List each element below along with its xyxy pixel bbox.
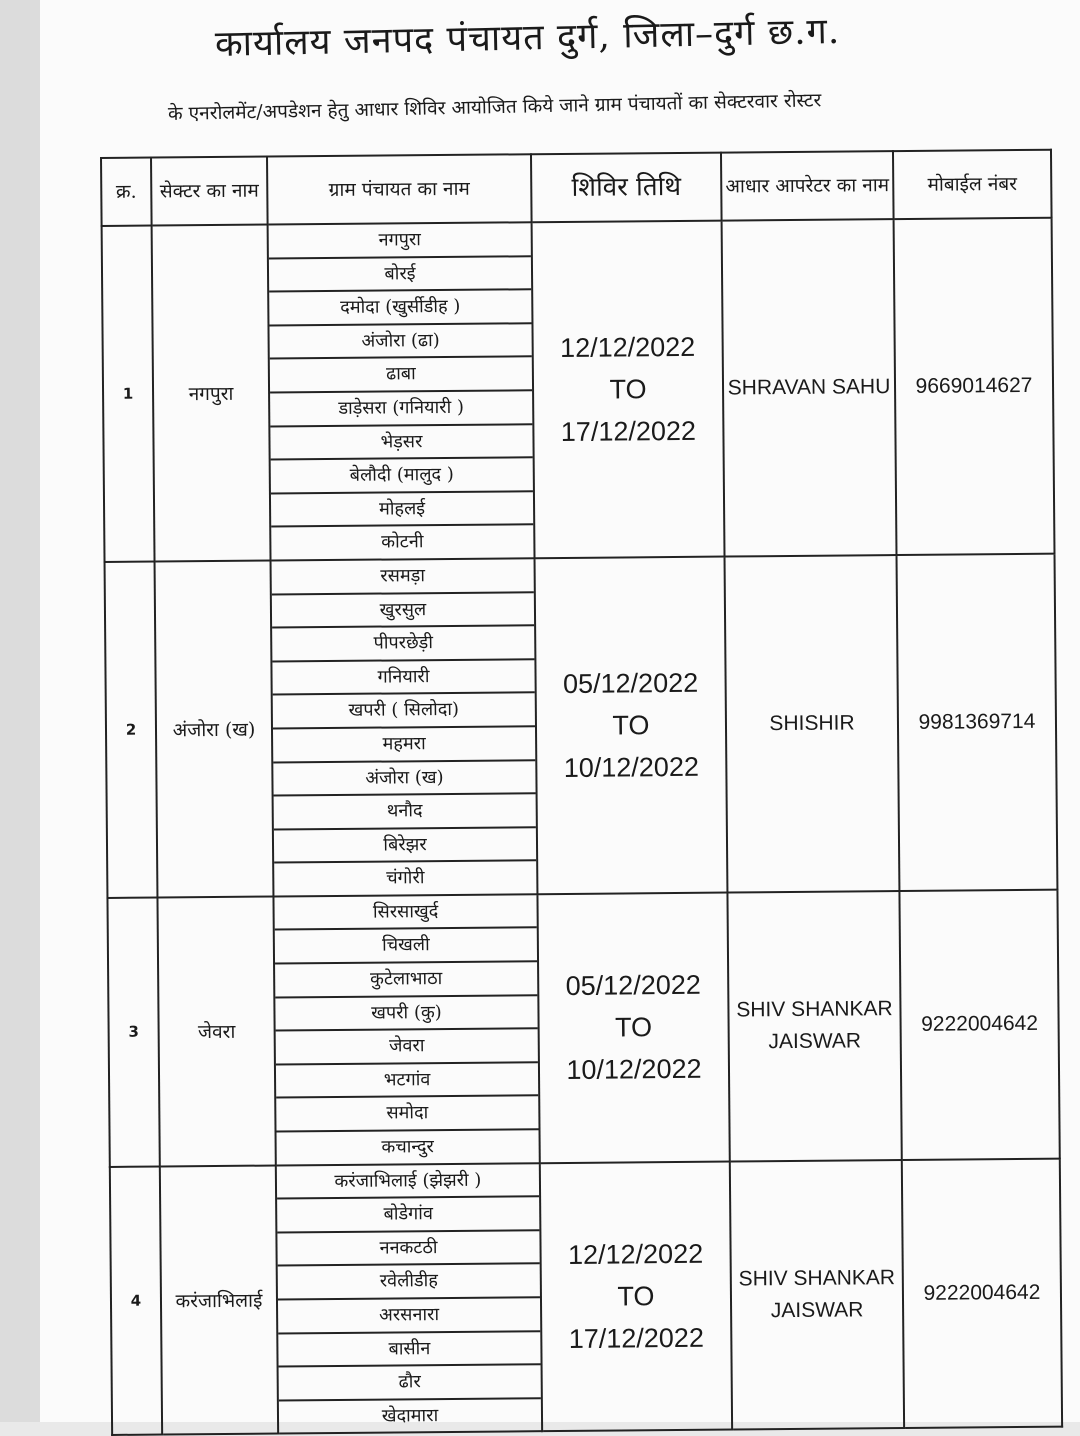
row-villages [268, 222, 535, 560]
camp-date-from: 12/12/2022 [559, 331, 696, 363]
village-item: बोरई [269, 257, 531, 293]
camp-date-to-label: TO [612, 710, 650, 741]
village-item: ढाबा [270, 358, 532, 394]
village-item: ननकटठी [277, 1231, 539, 1267]
village-item: बासीन [278, 1332, 540, 1368]
row-sn: 4 [110, 1166, 162, 1435]
row-villages [273, 894, 539, 1165]
village-item: सिरसाखुर्द [274, 895, 536, 931]
row-mobile: 9981369714 [897, 554, 1058, 891]
village-item: अंजोरा (ढा) [269, 324, 531, 360]
roster-table [100, 149, 1063, 1436]
village-item: अरसनारा [278, 1298, 540, 1334]
village-item: पीपरछेड़ी [272, 626, 534, 662]
camp-date-from: 12/12/2022 [567, 1238, 704, 1270]
table-header-row [101, 150, 1052, 226]
camp-date-to-label: TO [609, 374, 647, 405]
village-item: कुटेलाभाठा [275, 962, 537, 998]
header-mobile: मोबाईल नंबर [893, 150, 1052, 219]
scan-left-margin [0, 0, 40, 1422]
document-page [40, 0, 1080, 1427]
row-villages [276, 1163, 542, 1434]
row-sector: नगपुरा [152, 225, 271, 562]
row-camp-date [535, 557, 728, 895]
village-item: भटगांव [276, 1063, 538, 1099]
village-item: चिखली [275, 929, 537, 965]
village-list [277, 1164, 541, 1433]
table-row [107, 890, 1059, 1167]
camp-date-to: 10/12/2022 [563, 751, 700, 783]
header-villages: ग्राम पंचायत का नाम [267, 154, 532, 224]
page-subtitle: के एनरोलमेंट/अपडेशन हेतु आधार शिविर आयोजित किये जाने ग्राम पंचायतों का सेक्टरवार रोस्टर [167, 89, 822, 125]
village-item: खुरसुल [272, 593, 534, 629]
table-row [110, 1158, 1062, 1435]
camp-date-to-label: TO [617, 1281, 655, 1312]
row-operator: SHRAVAN SAHU [722, 219, 897, 556]
row-mobile: 9222004642 [902, 1158, 1062, 1428]
row-mobile: 9669014627 [894, 218, 1055, 555]
row-sn: 3 [107, 897, 159, 1166]
village-item: महमरा [273, 727, 535, 763]
village-list [272, 559, 537, 895]
village-list [274, 895, 538, 1164]
village-item: मोहलई [271, 492, 533, 528]
village-item: खपरी ( सिलोदा) [273, 694, 535, 730]
village-item: बेलौदी (मालुद ) [271, 458, 533, 494]
village-item: कोटनी [381, 531, 424, 553]
row-camp-date [540, 1161, 732, 1431]
row-villages [271, 558, 538, 896]
row-sn: 1 [102, 226, 155, 562]
village-item: कचान्दुर [381, 1136, 434, 1158]
village-item: चंगोरी [386, 867, 425, 889]
row-sn: 2 [105, 561, 158, 897]
village-item: खेदामारा [381, 1404, 439, 1427]
village-item: ढौर [279, 1365, 541, 1401]
row-sector: करंजाभिलाई [160, 1165, 278, 1435]
camp-date-from: 05/12/2022 [565, 970, 701, 1002]
row-operator: SHISHIR [725, 555, 900, 892]
village-item: खपरी (कु) [275, 996, 537, 1032]
village-item: बोडेगांव [277, 1197, 539, 1233]
village-item: बिरेझर [274, 828, 536, 864]
header-operator: आधार आपरेटर का नाम [721, 151, 894, 220]
camp-date-to: 17/12/2022 [560, 415, 697, 447]
table-row [105, 554, 1058, 898]
village-item: नगपुरा [269, 223, 531, 259]
header-date: शिविर तिथि [531, 153, 722, 223]
village-item: गनियारी [272, 660, 534, 696]
village-item: दमोदा (खुर्सीडीह ) [269, 290, 531, 326]
row-mobile: 9222004642 [899, 890, 1059, 1160]
village-item: थनौद [274, 794, 536, 830]
row-sector: जेवरा [157, 896, 275, 1166]
village-item: डाड़ेसरा (गनियारी ) [270, 391, 532, 427]
village-item: समोदा [276, 1097, 538, 1133]
camp-date-to: 17/12/2022 [568, 1322, 705, 1354]
village-item: रवेलीडीह [278, 1265, 540, 1301]
village-item: रसमड़ा [272, 559, 534, 595]
village-list [269, 223, 534, 559]
camp-date-to: 10/12/2022 [566, 1054, 702, 1086]
village-item: भेड़सर [270, 425, 532, 461]
page-title: कार्यालय जनपद पंचायत दुर्ग, जिला–दुर्ग छ.ग. [214, 10, 841, 65]
row-sector: अंजोरा (ख) [155, 560, 274, 897]
camp-date-to-label: TO [614, 1012, 653, 1043]
row-operator: SHIV SHANKAR JAISWAR [730, 1160, 904, 1430]
village-item: करंजाभिलाई (झेझरी ) [277, 1164, 539, 1200]
row-camp-date [532, 221, 725, 559]
camp-date-from: 05/12/2022 [562, 667, 699, 699]
village-item: अंजोरा (ख) [273, 761, 535, 797]
table-row [102, 218, 1055, 562]
header-sector: सेक्टर का नाम [151, 157, 268, 226]
village-item: जेवरा [276, 1029, 538, 1065]
row-operator: SHIV SHANKAR JAISWAR [727, 891, 901, 1161]
header-sn: क्र. [101, 158, 152, 226]
row-camp-date [537, 892, 729, 1162]
